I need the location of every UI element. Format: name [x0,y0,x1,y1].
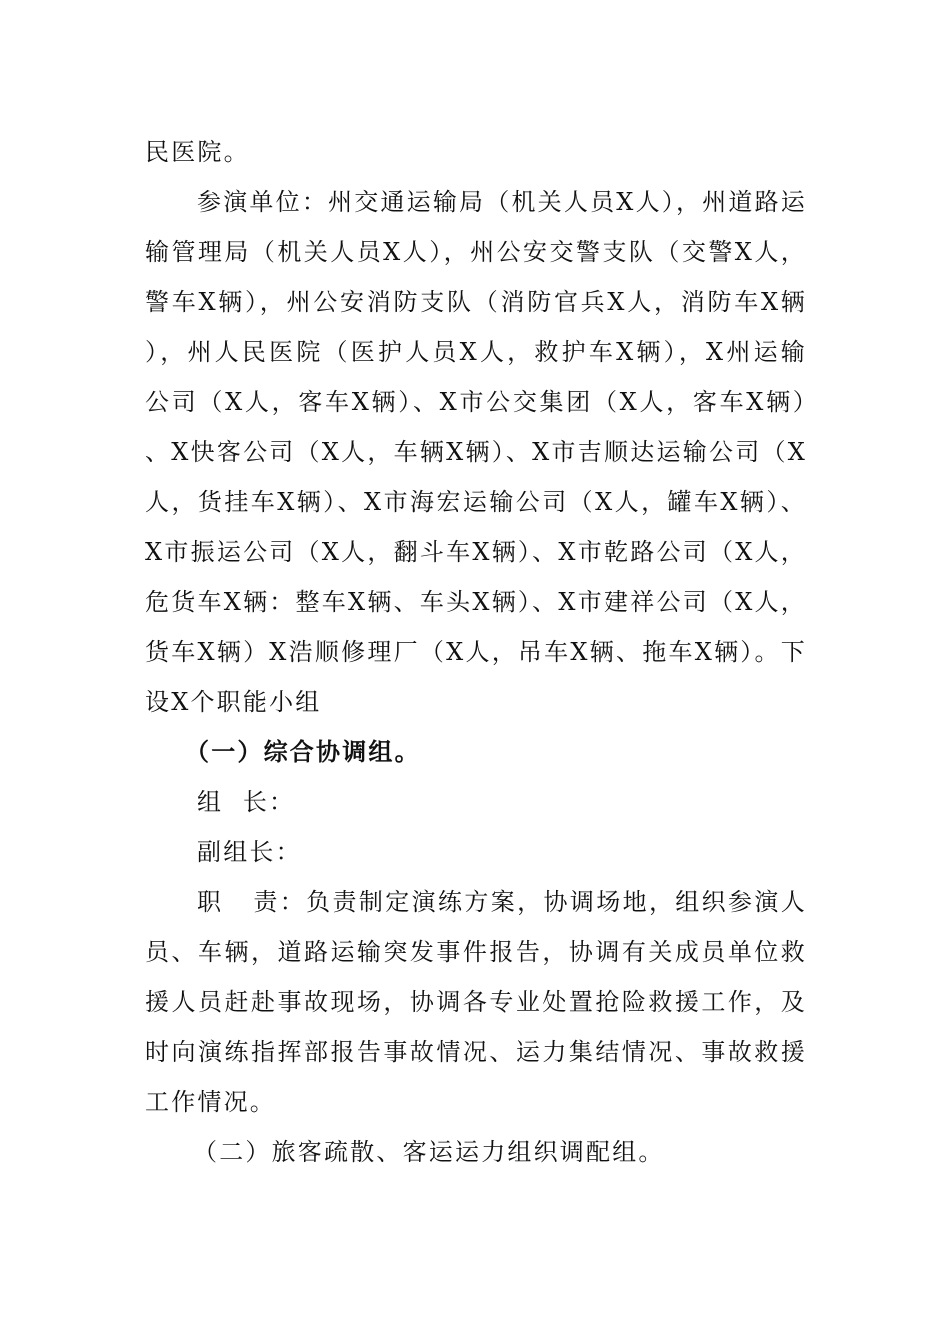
paragraph-continuation: 民医院。 [145,138,250,166]
deputy-leader-line: 副组长： [197,838,302,866]
duties-paragraph: 职 责：负责制定演练方案，协调场地，组织参演人员、车辆，道路运输突发事件报告，协调有关成员单位救援人员赶赴事故现场，协调各专业处置抢险救援工作，及时向演练指挥部报告事故情况、运力集结情况、事故救援工作情况。 [145,888,807,1116]
section-heading-comprehensive-coordination: （一）综合协调组。 [185,738,421,766]
paragraph-participating-units: 参演单位：州交通运输局（机关人员X人），州道路运输管理局（机关人员X人），州公安交警支队（交警X人，警车X辆），州公安消防支队（消防官兵X人，消防车X辆），州人民医院（医护人员X人，救护车X辆），X州运输公司（X人，客车X辆）、X市公交集团（X人，客车X辆）、X快客公司（X人，车辆X辆）、X市吉顺达运输公司（X人，货挂车X辆）、X市海宏运输公司（X人，罐车X辆）、X市振运公司（X人，翻斗车X辆）、X市乾路公司（X人，危货车X辆：整车X辆、车头X辆）、X市建祥公司（X人，货车X辆）X浩顺修理厂（X人，吊车X辆、拖车X辆）。下设X个职能小组 [145,188,807,716]
section-heading-passenger-evacuation: （二）旅客疏散、客运运力组织调配组。 [193,1138,665,1166]
document-page [145,127,807,1177]
group-leader-line: 组 长： [197,788,296,816]
